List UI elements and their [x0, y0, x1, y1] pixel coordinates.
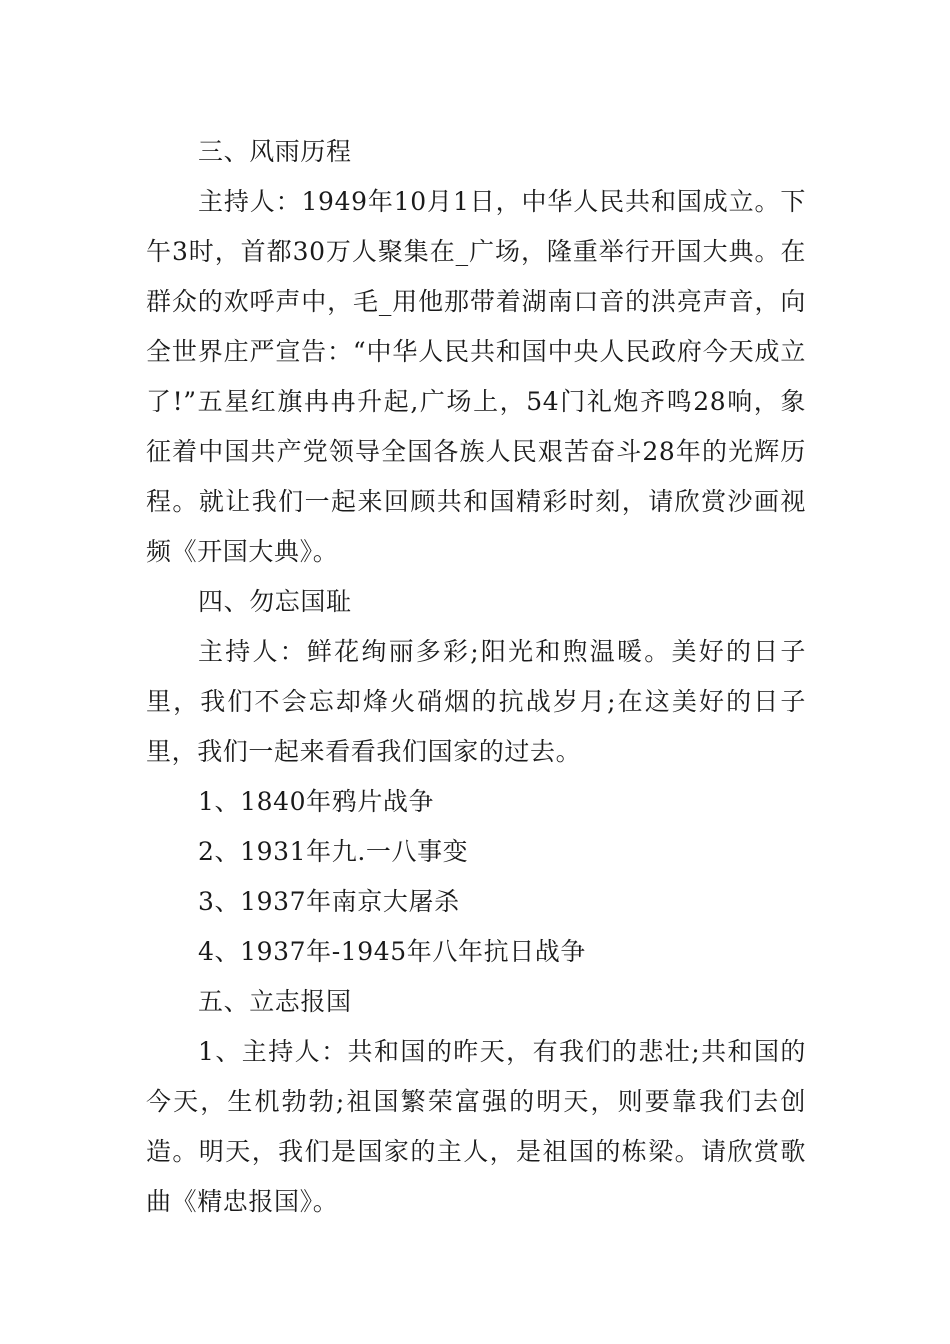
section-5-heading: 五、立志报国	[198, 987, 352, 1016]
section-4-host-paragraph: 主持人：鲜花绚丽多彩;阳光和煦温暖。美好的日子里，我们不会忘却烽火硝烟的抗战岁月;在这美好的日子里，我们一起来看看我们国家的过去。	[146, 637, 806, 766]
list-item-1: 1、1840年鸦片战争	[198, 787, 435, 816]
list-item-4: 4、1937年-1945年八年抗日战争	[198, 937, 586, 966]
section-3-host-paragraph: 主持人：1949年10月1日，中华人民共和国成立。下午3时，首都30万人聚集在_广场，隆重举行开国大典。在群众的欢呼声中，毛_用他那带着湖南口音的洪亮声音，向全世界庄严宣告：“中华人民共和国中央人民政府今天成立了!”五星红旗冉冉升起,广场上，54门礼炮齐鸣28响，象征着中国共产党领导全国各族人民艰苦奋斗28年的光辉历程。就让我们一起来回顾共和国精彩时刻，请欣赏沙画视频《开国大典》。	[146, 187, 806, 566]
list-item-2: 2、1931年九.一八事变	[198, 837, 469, 866]
section-5-host-paragraph: 1、主持人：共和国的昨天，有我们的悲壮;共和国的今天，生机勃勃;祖国繁荣富强的明天，则要靠我们去创造。明天，我们是国家的主人，是祖国的栋梁。请欣赏歌曲《精忠报国》。	[146, 1037, 806, 1216]
document-body	[146, 127, 806, 1227]
section-4-heading: 四、勿忘国耻	[198, 587, 352, 616]
list-item-3: 3、1937年南京大屠杀	[198, 887, 460, 916]
section-3-heading: 三、风雨历程	[198, 137, 352, 166]
